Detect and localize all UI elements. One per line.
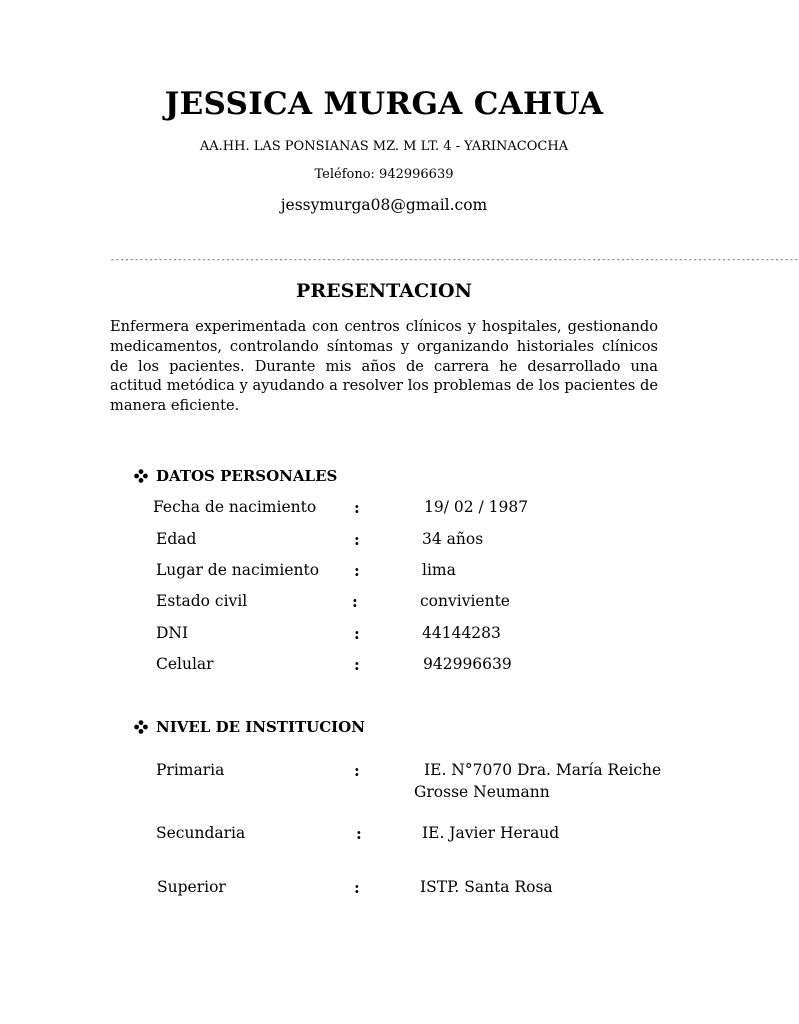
personal-row-civil-status [0, 592, 768, 614]
personal-row-age [0, 530, 768, 552]
personal-data-heading-label: DATOS PERSONALES [156, 467, 338, 485]
row-value: IE. Javier Heraud [422, 824, 560, 842]
row-separator: : [356, 824, 362, 843]
row-value: ISTP. Santa Rosa [420, 878, 553, 896]
presentation-title: PRESENTACION [296, 280, 472, 302]
education-row-primary [0, 761, 768, 805]
personal-data-heading [134, 467, 337, 485]
row-separator: : [354, 878, 360, 897]
row-separator: : [352, 592, 358, 611]
row-separator: : [354, 498, 360, 517]
row-label: Fecha de nacimiento [153, 498, 317, 516]
row-value: 19/ 02 / 1987 [424, 498, 529, 516]
presentation-text: Enfermera experimentada con centros clínicos y hospitales, gestionando medicamentos, controlando síntomas y organizando historiales clínicos de los pacientes. Durante mis años de carrera he desarrollado una actitud metódica y ayudando a resolver los problemas de los pacientes de manera eficiente. [110, 318, 658, 415]
row-value: 942996639 [423, 655, 512, 673]
row-label: Primaria [156, 761, 225, 779]
row-separator: : [354, 655, 360, 674]
row-label: Celular [156, 655, 214, 673]
phone-line: Teléfono: 942996639 [314, 167, 454, 182]
row-label: DNI [156, 624, 189, 642]
row-value: conviviente [420, 592, 510, 610]
row-separator: : [354, 530, 360, 549]
row-label: Edad [156, 530, 197, 548]
row-separator: : [354, 561, 360, 580]
row-label: Superior [157, 878, 226, 896]
row-value: lima [422, 561, 456, 579]
row-value-line2: Grosse Neumann [414, 783, 550, 801]
candidate-name: JESSICA MURGA CAHUA [164, 86, 604, 122]
row-value-line1: IE. N°7070 Dra. María Reiche [424, 761, 662, 779]
personal-row-birthdate [0, 498, 768, 520]
diamond-bullet-icon [134, 469, 148, 483]
diamond-bullet-icon [134, 720, 148, 734]
row-value: 34 años [422, 530, 484, 548]
education-heading-label: NIVEL DE INSTITUCION [156, 718, 365, 736]
education-heading [134, 718, 365, 736]
email-line: jessymurga08@gmail.com [280, 196, 488, 214]
row-separator: : [354, 761, 360, 780]
dashed-divider: ----------------------------------------------------------------------------------------------------------------------------------------------- [110, 255, 799, 264]
personal-row-mobile [0, 655, 768, 677]
row-label: Estado civil [156, 592, 248, 610]
education-row-higher [0, 878, 768, 900]
row-value: 44144283 [422, 624, 501, 642]
personal-row-birthplace [0, 561, 768, 583]
personal-row-dni [0, 624, 768, 646]
address-line: AA.HH. LAS PONSIANAS MZ. M LT. 4 - YARINACOCHA [199, 139, 569, 154]
education-row-secondary [0, 824, 768, 846]
row-separator: : [354, 624, 360, 643]
row-label: Secundaria [156, 824, 246, 842]
row-label: Lugar de nacimiento [156, 561, 320, 579]
